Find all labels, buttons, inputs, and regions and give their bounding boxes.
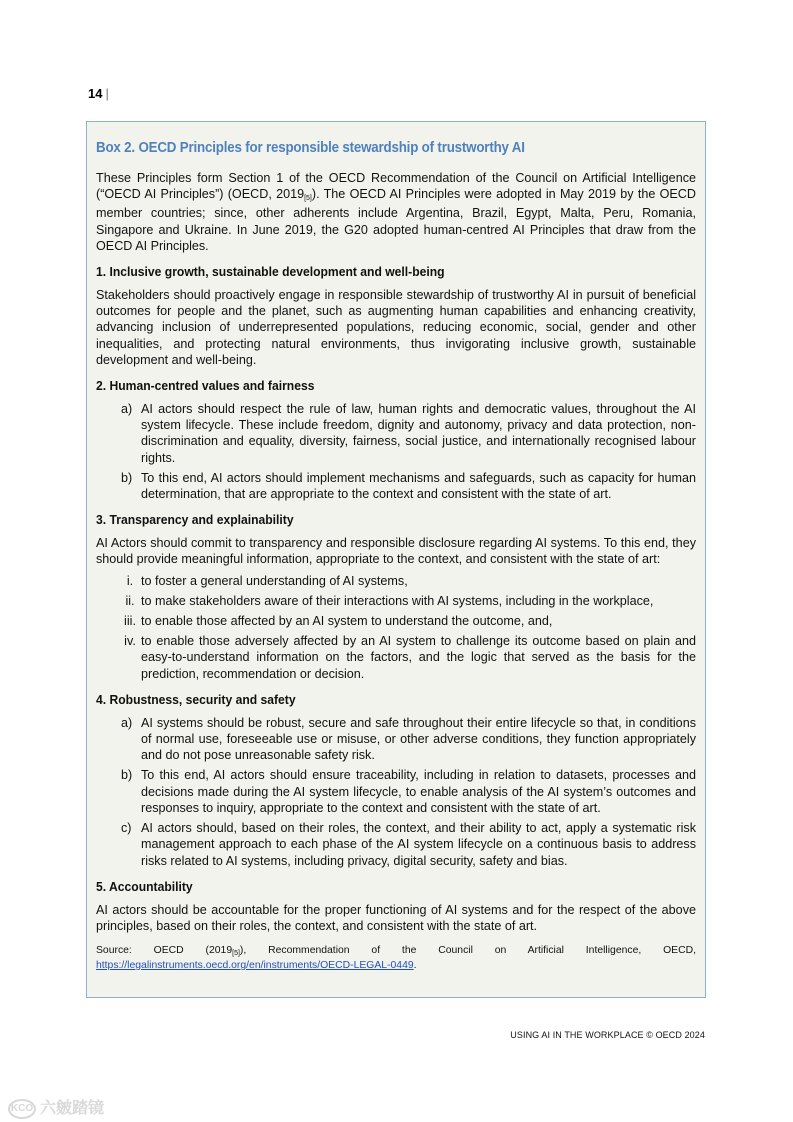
list-marker: a)	[121, 715, 133, 730]
section-5-heading: 5. Accountability	[96, 878, 193, 894]
section-3-list	[96, 573, 696, 682]
list-item	[96, 573, 696, 589]
list-item	[96, 715, 696, 764]
list-item	[96, 613, 696, 629]
list-item-text: AI systems should be robust, secure and safe throughout their entire lifecycle so that, in conditions of normal use, foreseeable use or misuse, or other adverse conditions, they function appropriately and do not pose unreasonable safety risk.	[141, 715, 696, 763]
source-reference: [5]	[232, 950, 240, 958]
source-text: Source: OECD (2019	[96, 945, 233, 957]
section-1-heading: 1. Inclusive growth, sustainable development and well-being	[96, 264, 445, 280]
list-marker: b)	[121, 470, 133, 485]
page-number-value: 14	[88, 86, 103, 101]
list-marker: a)	[121, 402, 133, 417]
page-number-separator: |	[105, 86, 109, 101]
list-item-text: To this end, AI actors should ensure traceability, including in relation to datasets, processes and decisions made during the AI system lifecycle, to enable analysis of the AI system’s outcomes and responses to inquiry, appropriate to the context and consistent with the state of art.	[141, 768, 696, 815]
section-4-heading: 4. Robustness, security and safety	[96, 691, 296, 707]
list-item-text: to foster a general understanding of AI systems,	[141, 573, 408, 588]
intro-reference: [5]	[304, 195, 312, 203]
principles-box	[86, 121, 706, 998]
list-item	[96, 767, 696, 816]
page-footer: USING AI IN THE WORKPLACE © OECD 2024	[510, 1030, 705, 1040]
section-2-list	[96, 401, 696, 502]
source-note	[96, 944, 696, 973]
list-marker: b)	[121, 768, 133, 783]
section-1-text: Stakeholders should proactively engage in responsible stewardship of trustworthy AI in pursuit of beneficial outcomes for people and the planet, such as augmenting human capabilities and enhancing creativity, advancing inclusion of underrepresented populations, reducing economic, social, gender and other inequalities, and protecting natural environments, thus invigorating inclusive growth, sustainable development and well-being.	[96, 288, 696, 367]
watermark-logo-icon: KCO	[8, 1099, 36, 1119]
list-item-text: AI actors should respect the rule of law, human rights and democratic values, throughout the AI system lifecycle. These include freedom, dignity and autonomy, privacy and data protection, non-discrimination and equality, diversity, fairness, social justice, and internationally recognised labour rights.	[141, 402, 696, 465]
page-number	[88, 86, 109, 101]
section-4-list	[96, 715, 696, 869]
list-item	[96, 820, 696, 869]
list-item-text: AI actors should, based on their roles, the context, and their ability to act, apply a systematic risk management approach to each phase of the AI system lifecycle on a continuous basis to address risks related to AI systems, including privacy, digital security, safety and bias.	[141, 821, 696, 868]
source-link[interactable]: https://legalinstruments.oecd.org/en/instruments/OECD-LEGAL-0449	[96, 960, 414, 972]
list-item	[96, 593, 696, 609]
list-item	[96, 633, 696, 682]
list-item-text: to make stakeholders aware of their interactions with AI systems, including in the workplace,	[141, 593, 654, 608]
list-item	[96, 401, 696, 466]
intro-text-cont: ). The OECD AI Principles were adopted in May 2019 by the OECD member countries; since, other adherents include Argentina, Brazil, Egypt, Malta, Peru, Romania, Singapore and Ukraine. In June 2019, the G20 adopted human-centred AI Principles that draw from the OECD AI Principles.	[96, 187, 696, 253]
list-marker: c)	[121, 821, 132, 836]
list-item-text: to enable those adversely affected by an AI system to challenge its outcome based on plain and easy-to-understand information on the factors, and the logic that served as the basis for the prediction, recommendation or decision.	[141, 634, 696, 681]
watermark-text: 六皴踏镜	[40, 1100, 105, 1117]
section-2-heading: 2. Human-centred values and fairness	[96, 378, 315, 394]
list-marker: i.	[126, 573, 134, 588]
intro-paragraph	[96, 170, 696, 254]
list-marker: iii.	[124, 614, 136, 629]
list-item	[96, 470, 696, 502]
intro-text: These Principles form Section 1 of the OECD Recommendation of the Council on Artificial Intelligence (“OECD AI Principles”) (OECD, 2019	[96, 171, 696, 202]
section-5-text: AI actors should be accountable for the proper functioning of AI systems and for the respect of the above principles, based on their roles, the context, and consistent with the state of art.	[96, 902, 696, 933]
list-item-text: To this end, AI actors should implement mechanisms and safeguards, such as capacity for human determination, that are appropriate to the context and consistent with the state of art.	[141, 470, 696, 502]
section-3-heading: 3. Transparency and explainability	[96, 512, 294, 528]
section-3-text: AI Actors should commit to transparency and responsible disclosure regarding AI systems. To this end, they should provide meaningful information, appropriate to the context, and consistent with the state of art:	[96, 536, 696, 567]
source-text-cont: ), Recommendation of the Council on Artificial Intelligence, OECD,	[239, 945, 697, 957]
box-title: Box 2. OECD Principles for responsible stewardship of trustworthy AI	[96, 140, 525, 156]
watermark	[8, 1095, 104, 1119]
list-marker: ii.	[125, 593, 135, 608]
source-end: .	[413, 960, 417, 972]
list-marker: iv.	[124, 634, 136, 649]
list-item-text: to enable those affected by an AI system to understand the outcome, and,	[141, 614, 553, 629]
